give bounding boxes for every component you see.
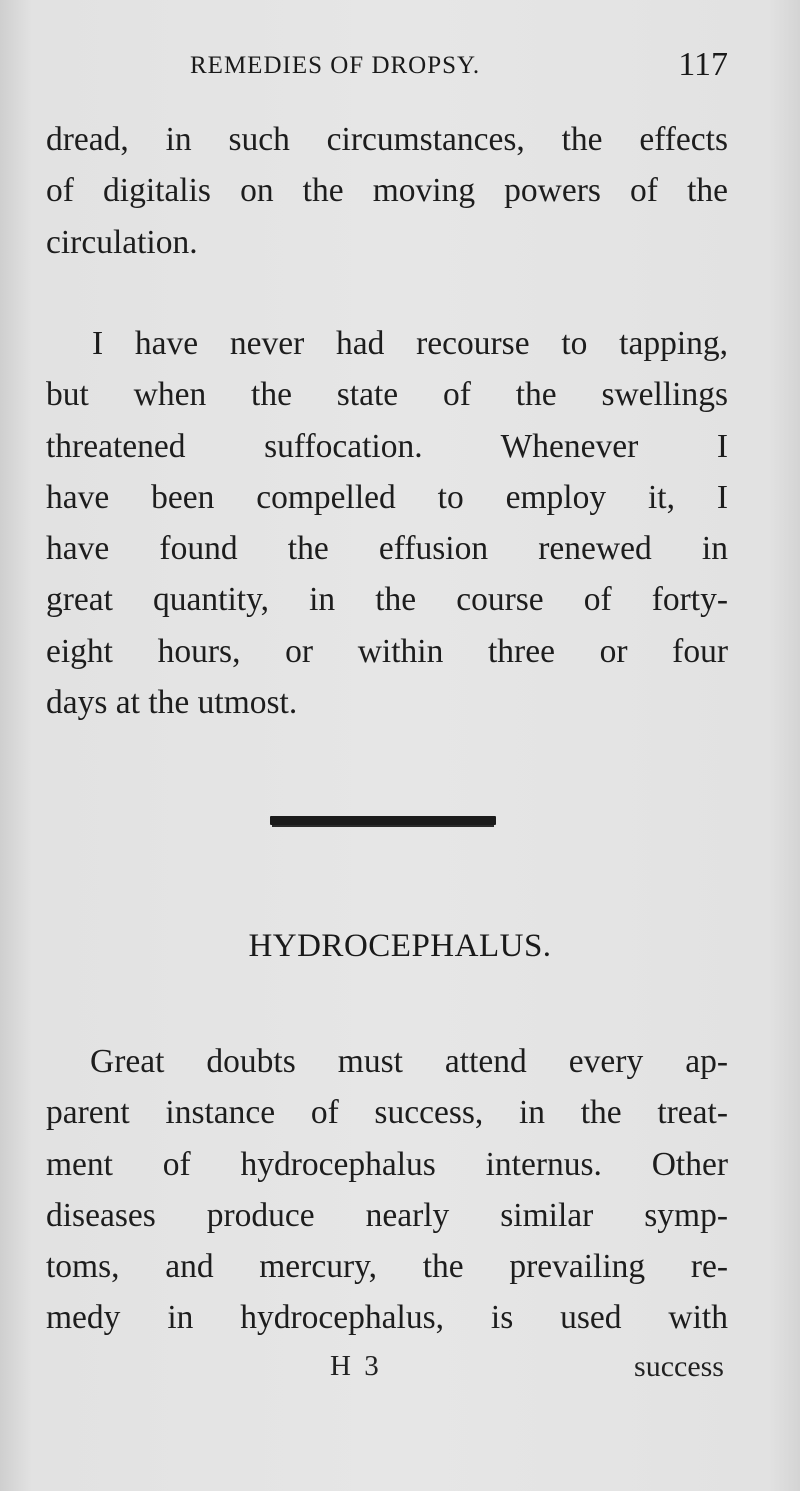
text-line: of digitalis on the moving powers of the: [46, 172, 728, 210]
text-line: have been compelled to employ it, I: [46, 478, 728, 516]
paragraph-tapping: [46, 318, 728, 728]
catchword: success: [634, 1350, 724, 1383]
text-line: toms, and mercury, the prevailing re-: [46, 1248, 728, 1286]
page-header: [0, 46, 800, 92]
paragraph-hydrocephalus: [46, 1036, 728, 1344]
text-line: parent instance of success, in the treat-: [46, 1094, 728, 1132]
running-head: REMEDIES OF DROPSY.: [190, 52, 481, 79]
paragraph-continued: [46, 114, 728, 268]
text-line: ment of hydrocephalus internus. Other: [46, 1145, 728, 1183]
text-line: circulation.: [46, 223, 198, 261]
text-line: medy in hydrocephalus, is used with: [46, 1299, 728, 1337]
page-number: 117: [678, 46, 728, 83]
text-line: but when the state of the swellings: [46, 376, 728, 414]
section-heading: HYDROCEPHALUS.: [248, 928, 552, 964]
signature-mark: H 3: [330, 1350, 382, 1382]
text-line: great quantity, in the course of forty-: [46, 581, 728, 619]
text-line: have found the effusion renewed in: [46, 530, 728, 568]
text-line: Great doubts must attend every ap-: [90, 1043, 728, 1080]
text-line: diseases produce nearly similar symp-: [46, 1196, 728, 1234]
text-line: threatened suffocation. Whenever I: [46, 427, 728, 465]
text-line: dread, in such circumstances, the effects: [46, 121, 728, 158]
text-line: eight hours, or within three or four: [46, 632, 728, 670]
text-line: days at the utmost.: [46, 684, 298, 722]
section-divider-rule: [270, 816, 496, 825]
text-line: I have never had recourse to tapping,: [92, 325, 728, 362]
